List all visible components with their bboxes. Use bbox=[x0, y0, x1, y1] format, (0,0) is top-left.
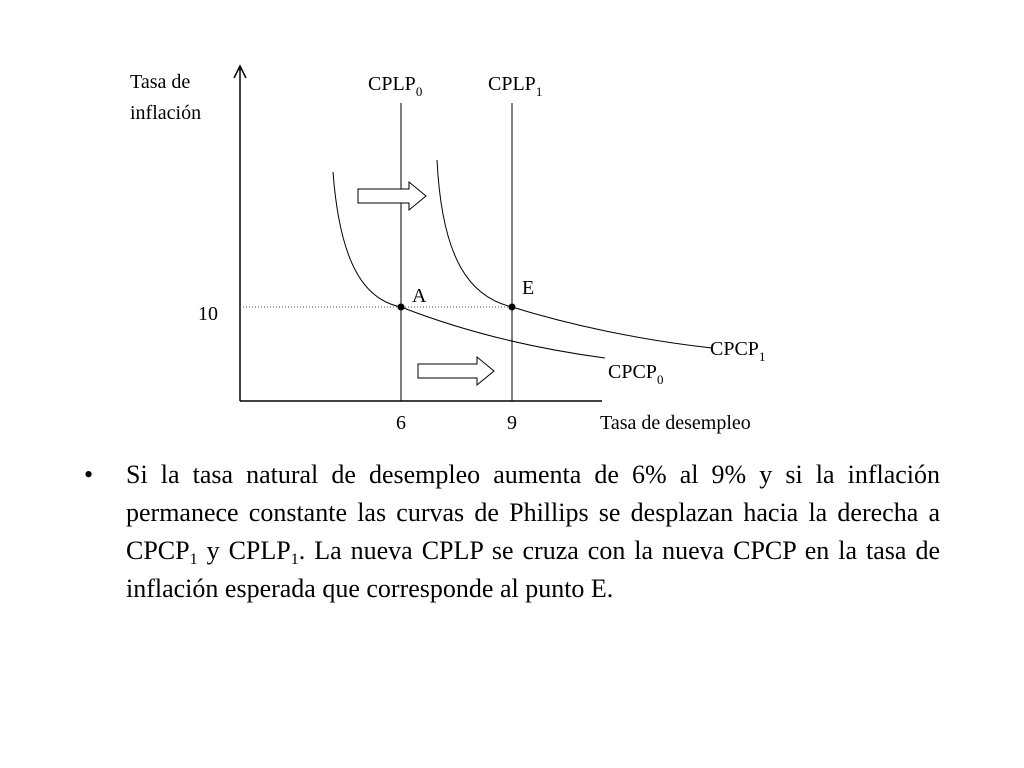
bullet-mark: • bbox=[84, 460, 94, 489]
explanation-part1: Si la tasa natural de desempleo aumenta de 6% al 9% y si la inflación permanece constante las curvas de Phillips se desplazan hacia la derecha a CPCP bbox=[126, 460, 940, 565]
cpcp1-label-sub: 1 bbox=[758, 349, 766, 364]
explanation-sub2: 1 bbox=[290, 551, 299, 568]
cpcp1-label-base: CPCP bbox=[710, 338, 759, 360]
cpcp0-label bbox=[608, 361, 663, 387]
explanation-part3: . La nueva CPLP se cruza con la nueva CPCP en la tasa de inflación esperada que corresponde al punto E. bbox=[126, 536, 940, 603]
explanation-bullet bbox=[84, 456, 940, 608]
cplp0-label bbox=[368, 73, 422, 99]
cplp0-label-base: CPLP bbox=[368, 73, 416, 95]
cpcp1-label bbox=[710, 338, 765, 364]
point-a-dot bbox=[398, 304, 405, 311]
explanation-sub1: 1 bbox=[189, 551, 198, 568]
cpcp0-label-base: CPCP bbox=[608, 361, 657, 383]
cpcp1-curve bbox=[437, 160, 712, 348]
cplp0-label-sub: 0 bbox=[415, 84, 423, 99]
point-a-label: A bbox=[412, 285, 427, 307]
explanation-text bbox=[126, 456, 940, 608]
cpcp0-label-sub: 0 bbox=[656, 372, 664, 387]
shift-arrow-lower bbox=[418, 357, 494, 385]
y-axis-label-line2: inflación bbox=[130, 102, 202, 124]
cplp1-label-sub: 1 bbox=[535, 84, 543, 99]
y-tick-10: 10 bbox=[198, 303, 218, 325]
cplp1-label-base: CPLP bbox=[488, 73, 536, 95]
x-tick-9: 9 bbox=[507, 412, 517, 434]
point-e-dot bbox=[509, 304, 516, 311]
explanation-part2: y CPLP bbox=[197, 536, 291, 565]
point-e-label: E bbox=[522, 277, 535, 299]
cplp1-label bbox=[488, 73, 542, 99]
x-tick-6: 6 bbox=[396, 412, 406, 434]
x-axis-label: Tasa de desempleo bbox=[600, 412, 751, 434]
shift-arrow-upper bbox=[358, 182, 426, 210]
y-axis-label-line1: Tasa de bbox=[130, 71, 191, 93]
